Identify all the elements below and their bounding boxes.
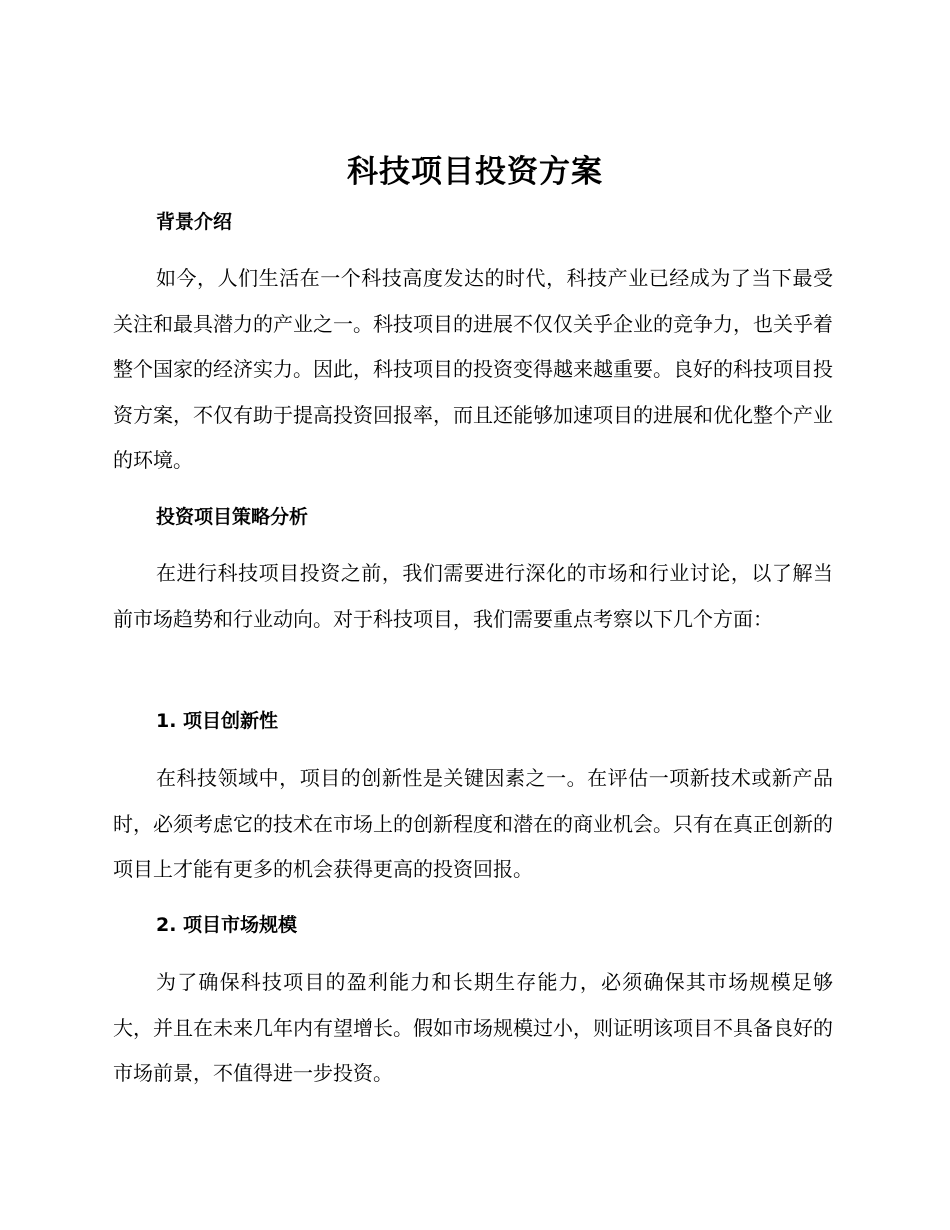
section-heading-innovation: 1. 项目创新性 bbox=[156, 710, 279, 732]
section-paragraph-market-size: 为了确保科技项目的盈利能力和长期生存能力，必须确保其市场规模足够大，并且在未来几年内有望增长。假如市场规模过小，则证明该项目不具备良好的市场前景，不值得进一步投资。 bbox=[113, 970, 833, 1085]
document-title: 科技项目投资方案 bbox=[347, 154, 603, 190]
section-paragraph-background: 如今，人们生活在一个科技高度发达的时代，科技产业已经成为了当下最受关注和最具潜力的产业之一。科技项目的进展不仅仅关乎企业的竞争力，也关乎着整个国家的经济实力。因此，科技项目的投资变得越来越重要。良好的科技项目投资方案，不仅有助于提高投资回报率，而且还能够加速项目的进展和优化整个产业的环境。 bbox=[113, 266, 833, 472]
section-heading-strategy: 投资项目策略分析 bbox=[156, 506, 309, 528]
section-heading-background: 背景介绍 bbox=[156, 211, 233, 233]
section-paragraph-strategy: 在进行科技项目投资之前，我们需要进行深化的市场和行业讨论，以了解当前市场趋势和行业动向。对于科技项目，我们需要重点考察以下几个方面： bbox=[113, 561, 833, 631]
section-paragraph-innovation: 在科技领域中，项目的创新性是关键因素之一。在评估一项新技术或新产品时，必须考虑它的技术在市场上的创新程度和潜在的商业机会。只有在真正创新的项目上才能有更多的机会获得更高的投资回报。 bbox=[113, 766, 833, 881]
section-heading-market-size: 2. 项目市场规模 bbox=[156, 914, 298, 936]
